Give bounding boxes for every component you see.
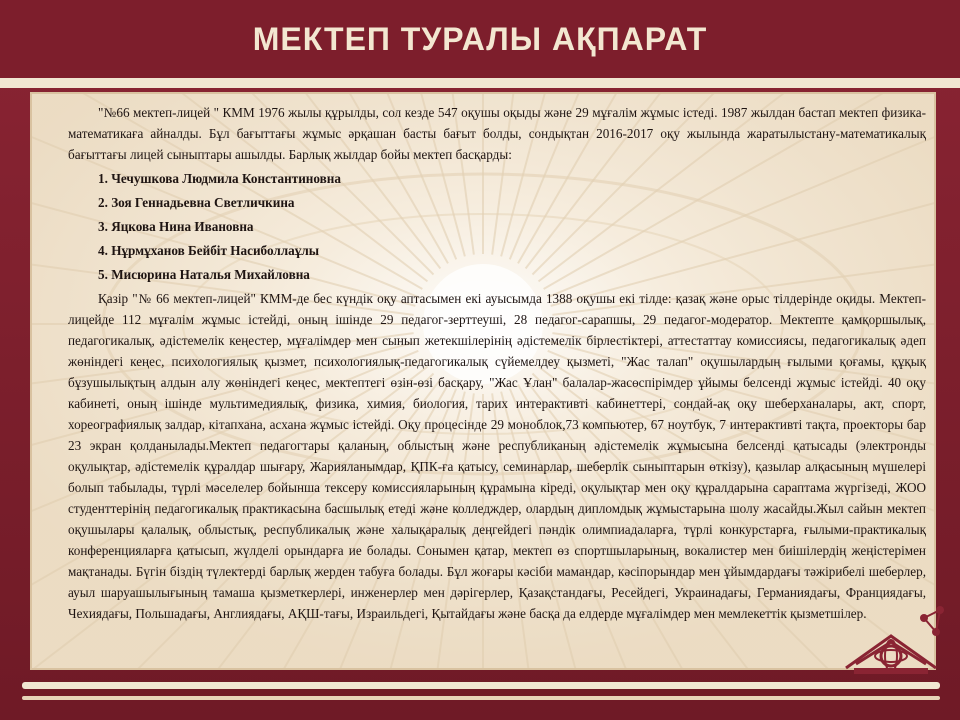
body-paragraph: Қазір "№ 66 мектеп-лицей" КММ-де бес күндік оқу аптасымен екі ауысымда 1388 оқушы екі тілде: қазақ және орыс тілдерінде оқиды. Мектеп-лицейде 112 мұғалім жұмыс істейді, оның ішінде 29 педагог-зерттеуші, 28 педагог-сарапшы, 29 педагог-модератор. Мектепте қамқоршылық, педагогикалық, әдістемелік кеңестер, мұғалімдер мен сынып жетекшілерінің әдістемелік бірлестіктері, аттестаттау комиссиясы, педагогикалық әдеп жөніндегі кеңес, психологиялық қызмет, психологиялық-педагогикалық сүйемелдеу қызметі, "Жас талап" оқушылардың ғылыми қоғамы, құқық бұзушылықтың алдын алу жөніндегі кеңес, мектептегі өзін-өзі басқару, "Жас Ұлан" балалар-жасөспірімдер ұйымы белсенді жұмыс істейді. 40 оқу кабинеті, оның ішінде мультимедиялық, физика, химия, биология, тарих интерактивті кабинеттері, сондай-ақ оқу шеберханалары, акт, спорт, хореографиялық залдар, кітапхана, асхана жұмыс істейді. Оқу процесінде 29 моноблок,73 компьютер, 67 ноутбук, 7 интерактивті тақта, проекторы бар 23 экран қолданылады.Мектеп педагогтары қаланың, облыстың және республиканың әдістемелік жұмысына белсенді қатысады (электронды оқулықтар, әдістемелік құралдар шығару, Жарияланымдар, ҚПК-ға қатысу, семинарлар, шеберлік сыныптарын өткізу), қазылар алқасының мүшелері болып табылады, түрлі мәселелер бойынша тексеру комиссияларының құрамына кіреді, оқулықтар мен оқу құралдарына сараптама жүргізеді, ЖОО студенттерінің педагогикалық практикасына басшылық етеді және колледждер, олардың дипломдық жұмыстарына шолу жасайды.Жыл сайын мектеп оқушылары қалалық, облыстық, республикалық және халықаралық деңгейдегі пәндік олимпиадаларға, түрлі конкурстарға, ғылыми-практикалық конференцияларға қатысып, жүлделі орындарға ие болады. Сонымен қатар, мектеп өз спортшыларының, вокалистер мен биішілердің жеңістерімен мақтанады. Бүгін біздің түлектерді барлық жерден табуға болады. Бұл жоғары кәсіби мамандар, кәсіпорындар мен ұйымдардағы тәжірибелі шеберлер, ауыл шаруашылығының тамаша қызметкерлері, инженерлер мен дәрігерлер, Қазақстандағы, Ресейдегі, Украинадағы, Германиядағы, Франциядағы, Чехиядағы, Польшадағы, Англиядағы, АҚШ-тағы, Израильдегі, Қытайдағы және басқа да елдерде мұғалімдер мен мемлекеттік қызметшілер. — [68, 291, 926, 621]
intro-paragraph: "№66 мектеп-лицей " КММ 1976 жылы құрылды, сол кезде 547 оқушы оқыды және 29 мұғалім жұмыс істеді. 1987 жылдан бастап мектеп физика-математикаға айналды. Бұл бағыттағы жұмыс әрқашан басты бағыт болды, сондықтан 2016-2017 оқу жылында жаратылыстану-математикалық бағыттағы лицей сыныптары ашылды. Барлық жылдар бойы мектеп басқарды: — [68, 105, 926, 162]
content-panel — [30, 92, 936, 670]
title-bar — [0, 0, 960, 82]
bottom-divider-thin — [22, 696, 940, 700]
director-item: 1. Чечушкова Людмила Константиновна — [98, 171, 341, 186]
school-emblem-icon — [836, 598, 946, 678]
bottom-divider — [22, 682, 940, 689]
slide-title: МЕКТЕП ТУРАЛЫ АҚПАРАТ — [252, 20, 708, 57]
director-item: 3. Яцкова Нина Ивановна — [98, 219, 254, 234]
director-item: 5. Мисюрина Наталья Михайловна — [98, 267, 310, 282]
top-divider — [0, 82, 960, 88]
director-item: 4. Нұрмұханов Бейбіт Насиболлаұлы — [98, 243, 320, 258]
director-item: 2. Зоя Геннадьевна Светличкина — [98, 195, 295, 210]
text-area — [68, 102, 926, 624]
